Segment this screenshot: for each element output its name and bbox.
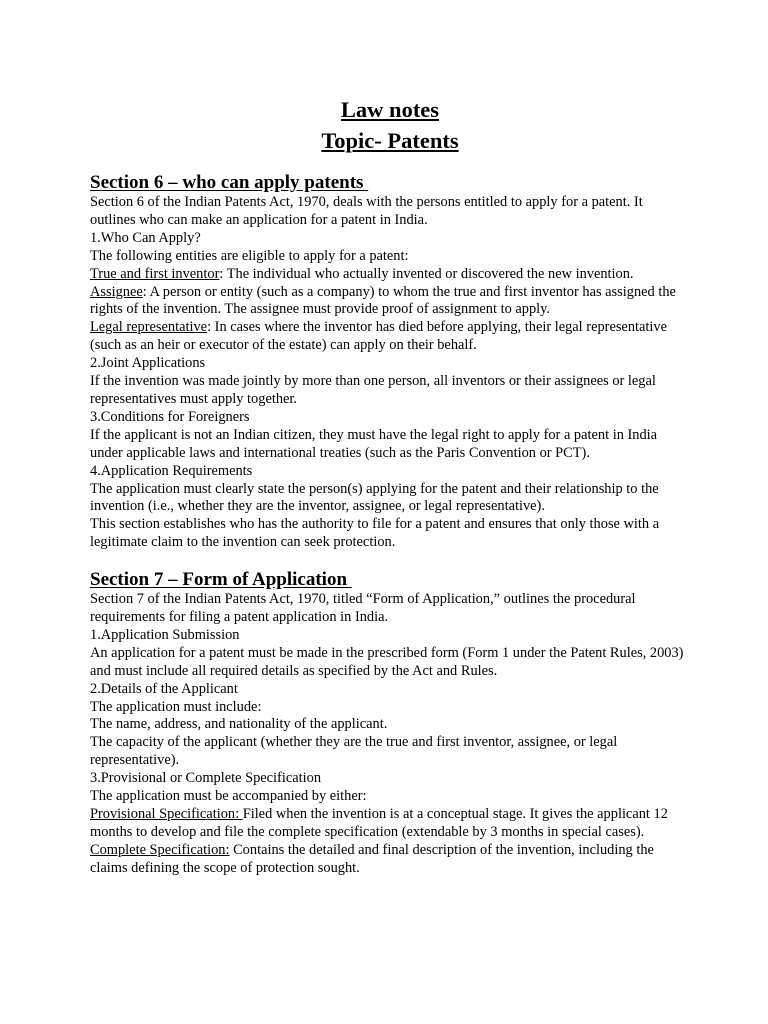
paragraph: The name, address, and nationality of the applicant. [90,716,388,733]
subheading: 4.Application Requirements [90,462,253,479]
paragraph: The application must clearly state the person(s) applying for the patent and their relationship to the invention (i.e., whether they are the inventor, assignee, or legal representative). [90,480,659,515]
title-law-notes: Law notes [340,97,440,122]
definition-item: True and first inventor: The individual who actually invented or discovered the new invention. [90,265,634,282]
document-body [90,94,690,878]
section-7-body [90,591,690,878]
term-assignee: Assignee [90,283,143,300]
paragraph: If the applicant is not an Indian citizen, they must have the legal right to apply for a patent in India under applicable laws and international treaties (such as the Paris Convention or PCT). [90,426,658,461]
paragraph: This section establishes who has the authority to file for a patent and ensures that only those with a legitimate claim to the invention can seek protection. [90,516,660,551]
definition-item: Complete Specification: Contains the detailed and final description of the invention, including the claims defining the scope of protection sought. [90,841,654,876]
section-6-body [90,194,690,552]
term-complete-specification: Complete Specification: [90,841,230,858]
term-true-and-first-inventor: True and first inventor [90,265,220,282]
subheading: 1.Application Submission [90,626,240,643]
term-legal-representative: Legal representative [90,319,208,336]
section-7-heading: Section 7 – Form of Application [90,569,352,591]
definition-item: Legal representative: In cases where the inventor has died before applying, their legal representative (such as an heir or executor of the estate) can apply on their behalf. [90,319,667,354]
paragraph: The application must be accompanied by either: [90,788,367,805]
subheading: 3.Provisional or Complete Specification [90,770,322,787]
subheading: 2.Joint Applications [90,355,206,372]
definition-item: Provisional Specification: Filed when the invention is at a conceptual stage. It gives the applicant 12 months to develop and file the complete specification (extendable by 3 months in special cases). [90,806,668,840]
paragraph: The capacity of the applicant (whether they are the true and first inventor, assignee, or legal representative). [90,734,618,769]
title-topic: Topic- Patents [321,128,459,153]
paragraph: An application for a patent must be made in the prescribed form (Form 1 under the Patent Rules, 2003) and must include all required details as specified by the Act and Rules. [90,644,684,679]
paragraph: The application must include: [90,698,262,715]
subheading: 1.Who Can Apply? [90,229,201,246]
document-title [90,94,690,156]
definition-item: Assignee: A person or entity (such as a company) to whom the true and first inventor has assigned the rights of the invention. The assignee must provide proof of assignment to apply. [90,283,676,318]
paragraph: Section 7 of the Indian Patents Act, 1970, titled “Form of Application,” outlines the procedural requirements for filing a patent application in India. [90,591,636,626]
subheading: 3.Conditions for Foreigners [90,408,250,425]
section-6-heading: Section 6 – who can apply patents [90,172,369,193]
subheading: 2.Details of the Applicant [90,680,238,697]
paragraph: Section 6 of the Indian Patents Act, 1970, deals with the persons entitled to apply for a patent. It outlines who can make an application for a patent in India. [90,194,643,228]
paragraph: The following entities are eligible to apply for a patent: [90,247,409,264]
term-provisional-specification: Provisional Specification: [90,806,243,822]
paragraph: If the invention was made jointly by more than one person, all inventors or their assignees or legal representatives must apply together. [90,373,656,407]
